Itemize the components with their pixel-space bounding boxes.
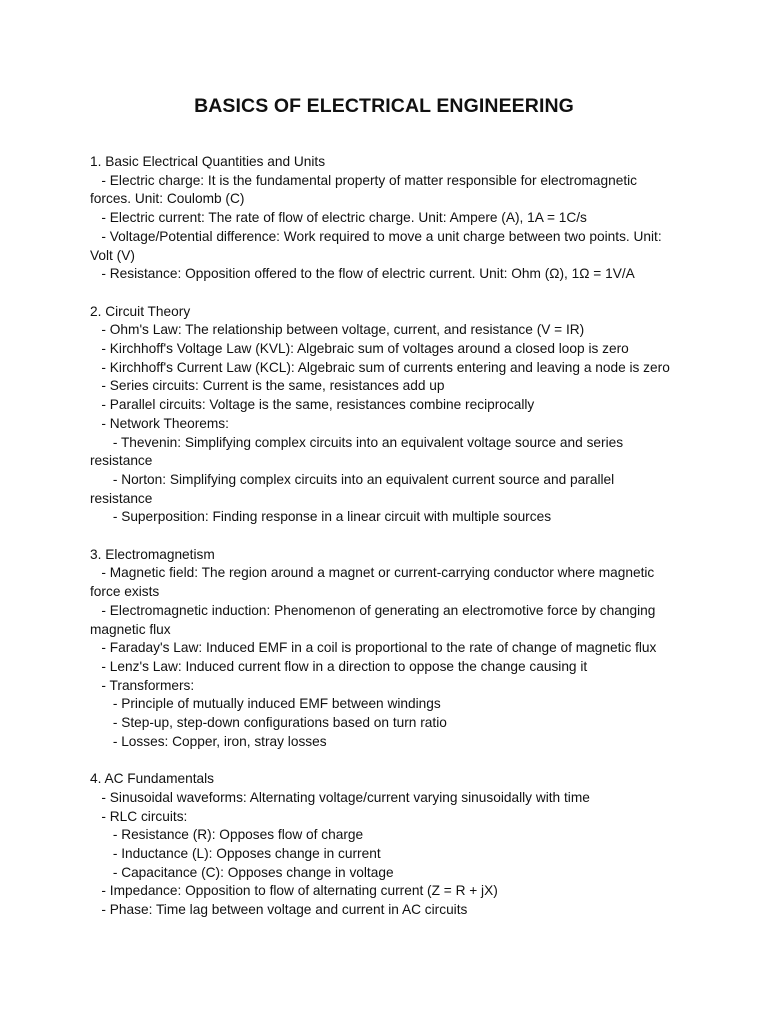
body-line: - Ohm's Law: The relationship between voltage, current, and resistance (V = IR) [90,322,585,338]
body-line: - Resistance (R): Opposes flow of charge [90,827,364,843]
body-line: - Capacitance (C): Opposes change in voltage [90,864,394,880]
body-line: resistance [90,490,153,506]
body-line: - Thevenin: Simplifying complex circuits into an equivalent voltage source and series [90,434,624,450]
body-line: - Sinusoidal waveforms: Alternating voltage/current varying sinusoidally with time [90,789,590,805]
body-line: - Voltage/Potential difference: Work required to move a unit charge between two points. Unit: [90,228,662,244]
body-line: - Kirchhoff's Current Law (KCL): Algebraic sum of currents entering and leaving a node is zero [90,359,670,375]
body-line: Volt (V) [90,247,135,263]
body-line: - Electric current: The rate of flow of electric charge. Unit: Ampere (A), 1A = 1C/s [90,210,587,226]
body-line: magnetic flux [90,621,171,637]
body-line: - Network Theorems: [90,415,229,431]
body-line: - Magnetic field: The region around a magnet or current-carrying conductor where magnetic [90,565,655,581]
body-line: - Kirchhoff's Voltage Law (KVL): Algebraic sum of voltages around a closed loop is zero [90,341,629,357]
body-line: - Impedance: Opposition to flow of alternating current (Z = R + jX) [90,883,498,899]
body-line: force exists [90,584,160,600]
body-line: forces. Unit: Coulomb (C) [90,191,245,207]
body-line: - Superposition: Finding response in a linear circuit with multiple sources [90,509,552,525]
body-line: - Electromagnetic induction: Phenomenon of generating an electromotive force by changing [90,602,656,618]
section-ac-fundamentals [90,770,678,920]
section-basic-quantities [90,153,678,284]
section-heading: 2. Circuit Theory [90,303,191,319]
body-line: - Faraday's Law: Induced EMF in a coil is proportional to the rate of change of magnetic flux [90,640,657,656]
document-title: BASICS OF ELECTRICAL ENGINEERING [194,95,574,117]
body-line: - Norton: Simplifying complex circuits into an equivalent current source and parallel [90,471,615,487]
body-line: - Resistance: Opposition offered to the flow of electric current. Unit: Ohm (Ω), 1Ω = 1V/A [90,266,635,282]
section-heading: 3. Electromagnetism [90,546,215,562]
body-line: - Losses: Copper, iron, stray losses [90,733,327,749]
body-line: - RLC circuits: [90,808,188,824]
body-line: - Principle of mutually induced EMF between windings [90,696,441,712]
section-circuit-theory [90,303,678,527]
section-electromagnetism [90,546,678,752]
body-line: - Transformers: [90,677,195,693]
body-line: - Series circuits: Current is the same, resistances add up [90,378,445,394]
body-line: - Parallel circuits: Voltage is the same, resistances combine reciprocally [90,397,535,413]
body-line: - Electric charge: It is the fundamental property of matter responsible for electromagnetic [90,172,638,188]
section-heading: 1. Basic Electrical Quantities and Units [90,154,326,169]
body-line: resistance [90,453,153,469]
body-line: - Lenz's Law: Induced current flow in a direction to oppose the change causing it [90,658,588,674]
body-line: - Inductance (L): Opposes change in current [90,845,381,861]
section-heading: 4. AC Fundamentals [90,771,215,787]
body-line: - Phase: Time lag between voltage and current in AC circuits [90,902,468,918]
body-line: - Step-up, step-down configurations based on turn ratio [90,715,447,731]
